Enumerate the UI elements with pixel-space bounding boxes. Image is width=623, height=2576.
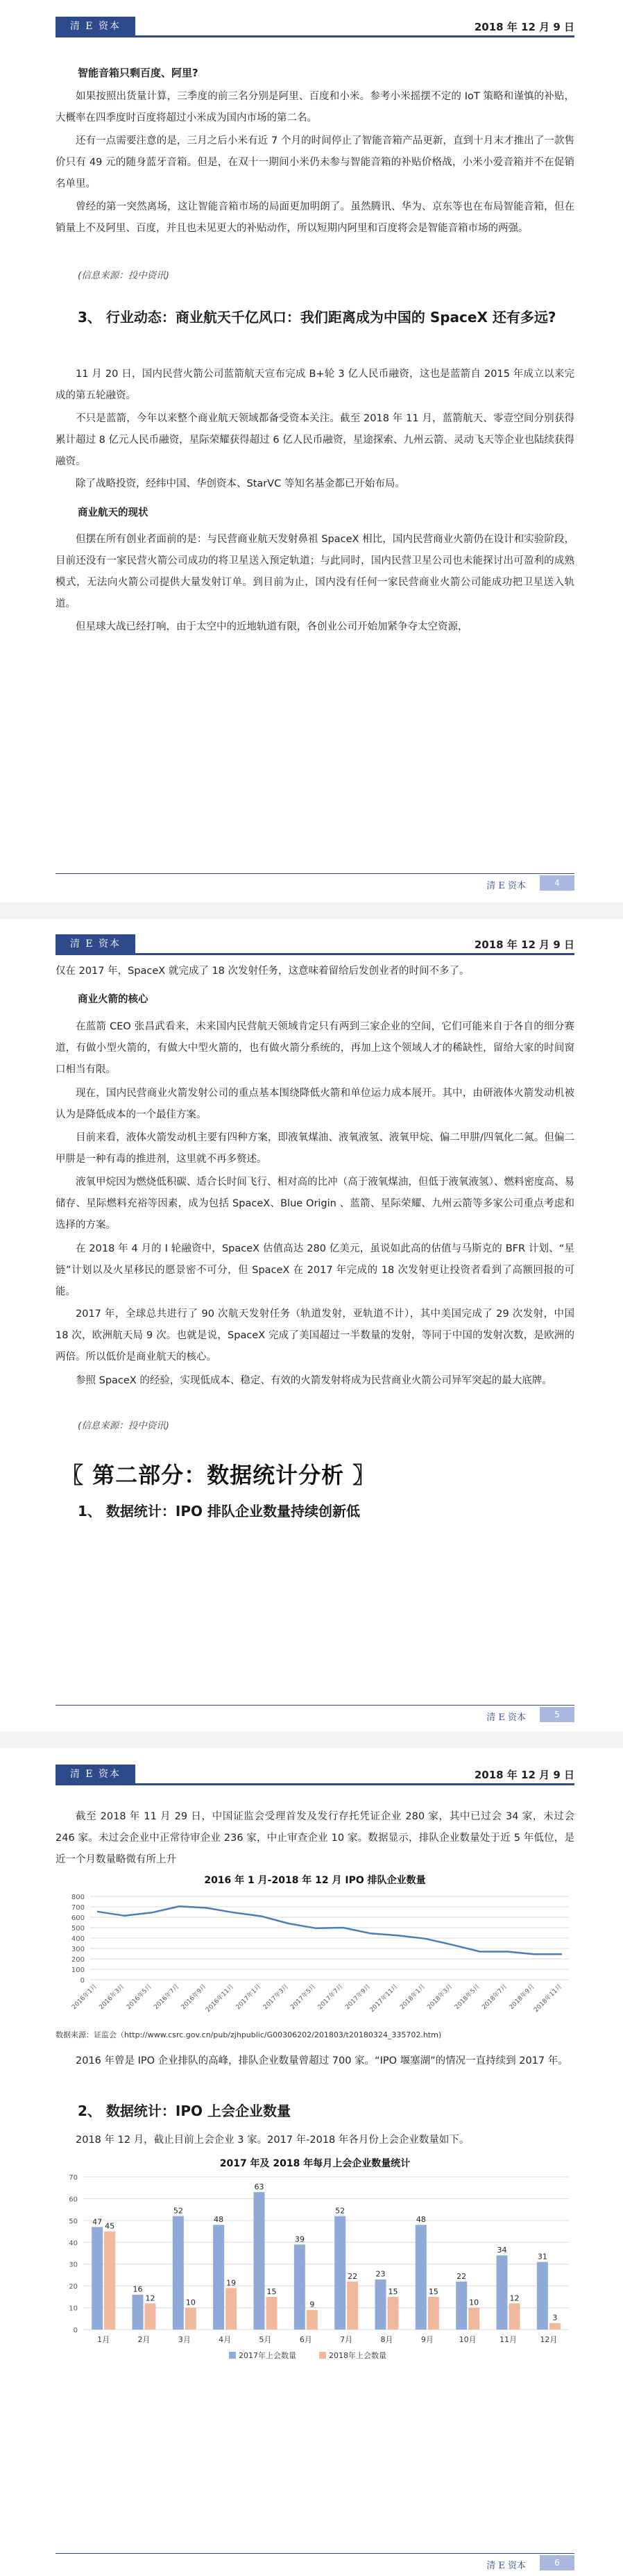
data-label: 23	[375, 2269, 386, 2279]
brand-logo: 清 E 资本	[56, 934, 135, 954]
x-tick-label: 6月	[299, 2335, 312, 2344]
data-label: 15	[266, 2287, 277, 2296]
x-tick-label: 2017年1月	[234, 1983, 263, 2012]
page-number: 6	[540, 2555, 574, 2570]
chart-title: 2016 年 1 月-2018 年 12 月 IPO 排队企业数量	[204, 1875, 426, 1886]
bar	[266, 2297, 278, 2330]
x-tick-label: 11月	[500, 2335, 517, 2344]
bar	[104, 2232, 115, 2330]
paragraph: 曾经的第一突然离场，这让智能音箱市场的局面更加明朗了。虽然腾讯、华为、京东等也在布局智能音箱，但在销量上不及阿里、百度，并且也未见更大的补贴动作，所以短期内阿里和百度将会是智能音箱市场的两强。	[56, 201, 574, 234]
y-tick-label: 100	[71, 1967, 85, 1974]
x-tick-label: 5月	[259, 2335, 272, 2344]
x-tick-label: 2016年3月	[98, 1983, 126, 2012]
page-separator	[0, 902, 623, 919]
data-label: 3	[552, 2313, 558, 2323]
ipo-queue-line-chart	[56, 1889, 583, 2021]
data-label: 45	[105, 2221, 115, 2231]
bar	[509, 2303, 520, 2330]
page-header	[56, 934, 574, 955]
y-tick-label: 800	[71, 1894, 85, 1901]
bar	[537, 2262, 548, 2330]
page-footer	[56, 873, 574, 891]
y-tick-label: 40	[69, 2239, 78, 2248]
bar	[133, 2295, 144, 2330]
y-tick-label: 20	[69, 2283, 78, 2291]
x-tick-label: 2017年11月	[368, 1983, 400, 2014]
page-header	[56, 1765, 574, 1785]
page-number: 4	[540, 875, 574, 891]
bar	[334, 2216, 345, 2330]
data-label: 39	[294, 2234, 305, 2244]
paragraph: 2016 年曾是 IPO 企业排队的高峰，排队企业数量曾超过 700 家。“IPO 堰塞湖”的情况一直持续到 2017 年。	[76, 2055, 568, 2066]
paragraph: 液氧甲烷因为燃烧低积碳、适合长时间飞行、相对高的比冲（高于液氧煤油，但低于液氧液氢）、燃料密度高、易储存、星际燃料充裕等因素，成为包括 SpaceX、Blue Origin 、蓝箭、星际荣耀、九州云箭等多家公司重点考虑和选择的方案。	[56, 1177, 574, 1231]
paragraph: 除了战略投资，经纬中国、华创资本、StarVC 等知名基金都已开始布局。	[76, 478, 405, 489]
part-title: 〖 第二部分：数据统计分析 〗	[61, 1462, 376, 1488]
y-tick-label: 700	[71, 1904, 85, 1912]
paragraph: 仅在 2017 年，SpaceX 就完成了 18 次发射任务，这意味着留给后发创业者的时间不多了。	[56, 966, 470, 977]
source-note: (信息来源：投中资讯)	[78, 270, 170, 281]
footer-brand: 清 E 资本	[486, 881, 526, 891]
x-tick-label: 10月	[459, 2335, 477, 2344]
x-tick-label: 2016年9月	[180, 1983, 208, 2012]
x-tick-label: 7月	[340, 2335, 353, 2344]
subtitle-smart-speaker: 智能音箱只剩百度、阿里?	[78, 67, 198, 79]
data-label: 15	[388, 2287, 398, 2296]
x-tick-label: 2016年7月	[153, 1983, 181, 2012]
bar	[468, 2308, 479, 2330]
x-tick-label: 2018年7月	[481, 1983, 509, 2012]
y-tick-label: 70	[69, 2174, 78, 2182]
data-label: 15	[428, 2287, 438, 2296]
x-tick-label: 2017年3月	[262, 1983, 291, 2012]
paragraph: 不只是蓝箭，今年以来整个商业航天领域都备受资本关注。截至 2018 年 11 月，蓝箭航天、零壹空间分别获得累计超过 8 亿元人民币融资，星际荣耀获得超过 6 亿人民币融资，星途探索、九州云箭、灵动飞天等企业也陆续获得融资。	[56, 413, 574, 467]
legend-label: 2017年上会数量	[239, 2351, 296, 2360]
y-tick-label: 50	[69, 2217, 78, 2225]
bar	[185, 2308, 196, 2330]
legend-swatch	[229, 2352, 236, 2359]
page-footer	[56, 2553, 574, 2571]
page-separator	[0, 1731, 623, 1748]
data-label: 63	[254, 2182, 264, 2191]
x-tick-label: 9月	[420, 2335, 434, 2344]
x-tick-label: 12月	[540, 2335, 558, 2344]
data-label: 22	[456, 2271, 467, 2281]
chart-source: 数据来源：证监会（http://www.csrc.gov.cn/pub/zjhpublic/G00306202/201803/t20180324_335702.htm)	[56, 2030, 442, 2039]
brand-logo: 清 E 资本	[56, 17, 135, 36]
x-tick-label: 3月	[178, 2335, 191, 2344]
data-label: 12	[509, 2293, 520, 2303]
paragraph: 参照 SpaceX 的经验，实现低成本、稳定、有效的火箭发射将成为民营商业火箭公司异军突起的最大底牌。	[76, 1375, 552, 1386]
page-footer	[56, 1705, 574, 1723]
x-tick-label: 2018年11月	[533, 1983, 564, 2014]
paragraph: 截至 2018 年 11 月 29 日，中国证监会受理首发及发行存托凭证企业 280 家，其中已过会 34 家，未过会 246 家。未过会企业中正常待审企业 236 家，中止审查企业 10 家。数据显示，排队企业数量处于近 5 年低位，是近一个月数量略微有所上升	[56, 1811, 574, 1865]
x-tick-label: 4月	[219, 2335, 232, 2344]
subsection-heading: 商业航天的现状	[78, 507, 148, 519]
bar	[213, 2225, 224, 2330]
section-heading: 1、 数据统计：IPO 排队企业数量持续创新低	[78, 1503, 360, 1519]
paragraph: 目前来看，液体火箭发动机主要有四种方案，即液氧煤油、液氧液氢、液氧甲烷、偏二甲肼/四氧化二氮。但偏二甲肼是一种有毒的推进剂，这里就不再多赘述。	[56, 1132, 574, 1165]
y-tick-label: 600	[71, 1914, 85, 1922]
x-tick-label: 2018年3月	[426, 1983, 454, 2012]
bar	[225, 2288, 237, 2330]
ipo-meeting-bar-chart	[56, 2170, 583, 2371]
page-5	[0, 919, 623, 1731]
page-4	[0, 0, 623, 902]
series-line	[97, 1906, 562, 1954]
y-tick-label: 300	[71, 1946, 85, 1953]
data-label: 16	[133, 2284, 143, 2294]
brand-logo: 清 E 资本	[56, 1765, 135, 1784]
x-tick-label: 2018年5月	[453, 1983, 481, 2012]
x-tick-label: 1月	[97, 2335, 110, 2344]
paragraph: 还有一点需要注意的是，三月之后小米有近 7 个月的时间停止了智能音箱产品更新，直到十月末才推出了一款售价只有 49 元的随身蓝牙音箱。但是，在双十一期间小米仍未参与智能音箱的补贴价格战，小米小爱音箱并不在促销名单里。	[56, 135, 574, 190]
paragraph: 如果按照出货量计算，三季度的前三名分别是阿里、百度和小米。参考小米摇摆不定的 IoT 策略和谨慎的补贴，大概率在四季度时百度将超过小米成为国内市场的第二名。	[56, 91, 574, 124]
data-label: 22	[348, 2271, 358, 2281]
bar	[145, 2303, 156, 2330]
chart-title: 2017 年及 2018 年每月上会企业数量统计	[219, 2158, 411, 2169]
subsection-heading: 商业火箭的核心	[78, 994, 148, 1005]
x-tick-label: 8月	[380, 2335, 393, 2344]
bar	[347, 2282, 358, 2330]
bar	[173, 2216, 184, 2330]
x-tick-label: 2017年9月	[344, 1983, 373, 2012]
bar	[375, 2280, 386, 2330]
footer-brand: 清 E 资本	[486, 2561, 526, 2571]
data-label: 12	[145, 2293, 155, 2303]
x-tick-label: 2017年7月	[316, 1983, 345, 2012]
header-date: 2018 年 12 月 9 日	[474, 938, 574, 951]
bar	[388, 2297, 399, 2330]
data-label: 31	[537, 2252, 547, 2262]
y-tick-label: 400	[71, 1935, 85, 1943]
y-tick-label: 60	[69, 2196, 78, 2204]
paragraph: 但星球大战已经打响，由于太空中的近地轨道有限，各创业公司开始加紧争夺太空资源，	[76, 621, 468, 632]
data-label: 52	[173, 2206, 183, 2216]
bar	[497, 2255, 508, 2330]
y-tick-label: 200	[71, 1956, 85, 1964]
data-label: 10	[469, 2298, 479, 2307]
y-tick-label: 500	[71, 1925, 85, 1933]
data-label: 34	[497, 2246, 507, 2255]
paragraph: 但摆在所有创业者面前的是：与民营商业航天发射鼻祖 SpaceX 相比，国内民营商业火箭仍在设计和实验阶段，目前还没有一家民营火箭公司成功的将卫星送入预定轨道；与此同时，国内民营卫星公司也未能探讨出可盈利的成熟模式，无法向火箭公司提供大量发射订单。到目前为止，国内没有任何一家民营商业火箭公司能成功把卫星送入轨道。	[56, 534, 574, 609]
x-tick-label: 2017年5月	[289, 1983, 318, 2012]
y-tick-label: 0	[73, 2327, 78, 2334]
paragraph: 在 2018 年 4 月的 I 轮融资中，SpaceX 估值高达 280 亿美元，虽说如此高的估值与马斯克的 BFR 计划、“星链”计划以及火星移民的愿景密不可分，但 SpaceX 在 2017 年完成的 18 次发射更让投资者看到了高额回报的可能。	[56, 1243, 574, 1297]
data-label: 52	[335, 2206, 345, 2216]
header-date: 2018 年 12 月 9 日	[474, 21, 574, 33]
paragraph: 2017 年，全球总共进行了 90 次航天发射任务（轨道发射，亚轨道不计），其中美国完成了 29 次发射，中国 18 次，欧洲航天局 9 次。也就是说，SpaceX 完成了美国超过一半数量的发射，等同于中国的发射次数，是欧洲的两倍。所以低价是商业航天的核心。	[56, 1308, 574, 1363]
bar	[254, 2192, 265, 2330]
bar	[428, 2297, 439, 2330]
bar	[92, 2227, 103, 2330]
y-tick-label: 10	[69, 2305, 78, 2313]
bar	[307, 2310, 318, 2330]
x-tick-label: 2016年11月	[205, 1983, 236, 2014]
paragraph: 现在，国内民营商业火箭发射公司的重点基本围绕降低火箭和单位运力成本展开。其中，由研液体火箭发动机被认为是降低成本的一个最佳方案。	[56, 1088, 574, 1120]
legend-label: 2018年上会数量	[329, 2351, 386, 2360]
page-6	[0, 1748, 623, 2576]
bar	[549, 2323, 561, 2330]
x-tick-label: 2018年9月	[508, 1983, 536, 2012]
x-tick-label: 2018年1月	[399, 1983, 427, 2012]
y-tick-label: 30	[69, 2261, 78, 2269]
section-heading: 3、 行业动态：商业航天千亿风口：我们距离成为中国的 SpaceX 还有多远?	[78, 309, 556, 326]
header-date: 2018 年 12 月 9 日	[474, 1769, 574, 1781]
paragraph: 2018 年 12 月，截止目前上会企业 3 家。2017 年-2018 年各月份上会企业数量如下。	[76, 2135, 470, 2146]
page-number: 5	[540, 1707, 574, 1722]
y-tick-label: 0	[80, 1977, 85, 1985]
section-heading: 2、 数据统计：IPO 上会企业数量	[78, 2103, 291, 2119]
page-header	[56, 17, 574, 37]
source-note: (信息来源：投中资讯)	[78, 1420, 170, 1431]
x-tick-label: 2016年5月	[125, 1983, 153, 2012]
bar	[294, 2244, 305, 2330]
bar	[416, 2225, 427, 2330]
footer-brand: 清 E 资本	[486, 1712, 526, 1723]
bar	[456, 2282, 467, 2330]
data-label: 48	[416, 2215, 426, 2225]
x-tick-label: 2月	[137, 2335, 151, 2344]
data-label: 47	[92, 2217, 103, 2227]
legend-swatch	[319, 2352, 326, 2359]
paragraph: 在蓝箭 CEO 张昌武看来，未来国内民营航天领域肯定只有两到三家企业的空间，它们可能来自于各自的细分赛道，有做小型火箭的，有做大中型火箭的，也有做火箭分系统的，再加上这个领域人才的稀缺性，留给大家的时间窗口相当有限。	[56, 1021, 574, 1075]
data-label: 9	[309, 2300, 315, 2309]
data-label: 48	[214, 2215, 224, 2225]
data-label: 10	[185, 2298, 196, 2307]
x-tick-label: 2016年1月	[71, 1983, 99, 2012]
paragraph: 11 月 20 日，国内民营火箭公司蓝箭航天宣布完成 B+轮 3 亿人民币融资，这也是蓝箭自 2015 年成立以来完成的第五轮融资。	[56, 369, 574, 401]
data-label: 19	[226, 2278, 237, 2288]
